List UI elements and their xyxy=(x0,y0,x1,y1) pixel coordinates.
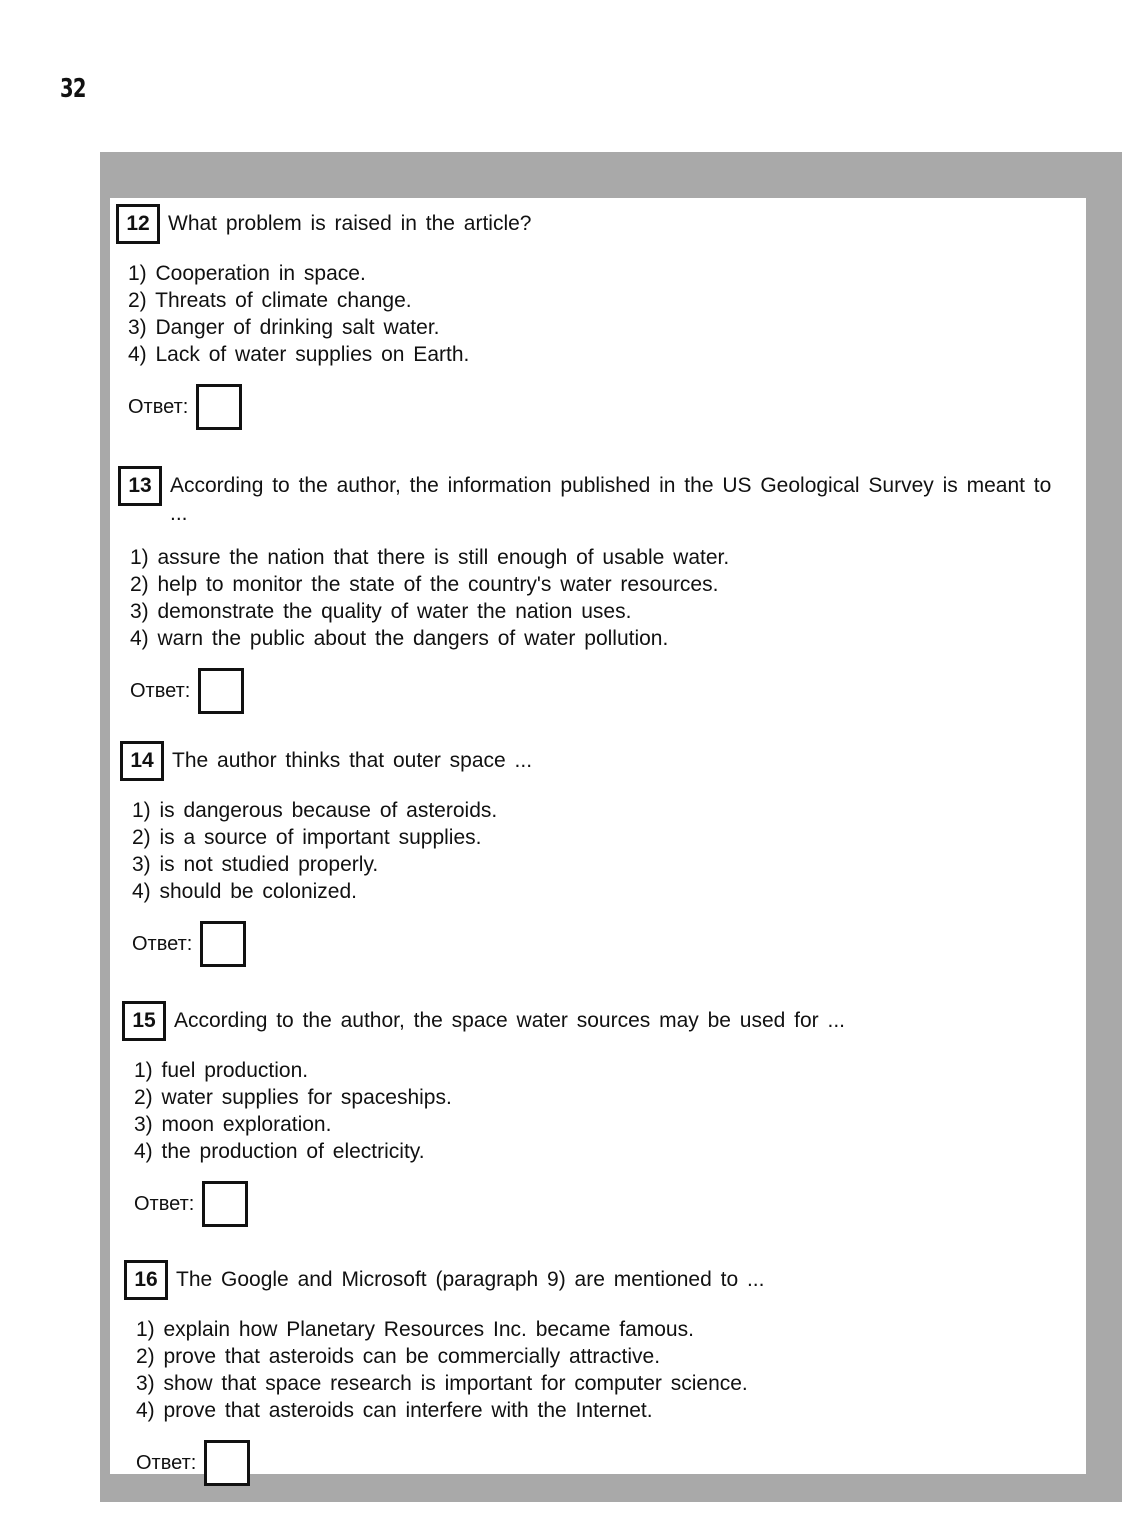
answer-box[interactable] xyxy=(202,1181,248,1227)
question-header xyxy=(116,204,1066,244)
option: 4) warn the public about the dangers of water pollution. xyxy=(130,627,669,650)
option: 1) Cooperation in space. xyxy=(128,262,366,285)
answer-box[interactable] xyxy=(196,384,242,430)
answer-box[interactable] xyxy=(204,1440,250,1486)
answer-row xyxy=(136,1440,1074,1486)
question-12 xyxy=(116,204,1066,430)
question-16 xyxy=(124,1260,1074,1486)
option: 1) is dangerous because of asteroids. xyxy=(132,799,498,822)
question-text: According to the author, the space water sources may be used for ... xyxy=(174,1009,846,1032)
options-list xyxy=(128,260,1066,368)
answer-row xyxy=(134,1181,1072,1227)
question-number: 12 xyxy=(116,204,160,244)
question-header xyxy=(120,741,1070,781)
options-list xyxy=(130,544,1068,652)
question-header xyxy=(124,1260,1074,1300)
option: 1) explain how Planetary Resources Inc. became famous. xyxy=(136,1318,694,1341)
options-list xyxy=(134,1057,1072,1165)
option: 3) is not studied properly. xyxy=(132,853,379,876)
option: 1) fuel production. xyxy=(134,1059,309,1082)
question-text: According to the author, the information published in the US Geological Survey is meant to ... xyxy=(170,474,1052,525)
question-number: 14 xyxy=(120,741,164,781)
question-13 xyxy=(118,466,1068,714)
option: 3) demonstrate the quality of water the nation uses. xyxy=(130,600,632,623)
question-text: The author thinks that outer space ... xyxy=(172,749,533,772)
question-text: What problem is raised in the article? xyxy=(168,212,532,235)
options-list xyxy=(136,1316,1074,1424)
answer-label: Ответ: xyxy=(136,1451,197,1474)
question-header xyxy=(122,1001,1072,1041)
question-number: 16 xyxy=(124,1260,168,1300)
option: 4) prove that asteroids can interfere with the Internet. xyxy=(136,1399,653,1422)
option: 1) assure the nation that there is still enough of usable water. xyxy=(130,546,730,569)
option: 4) Lack of water supplies on Earth. xyxy=(128,343,470,366)
option: 2) prove that asteroids can be commercially attractive. xyxy=(136,1345,661,1368)
page-number: 32 xyxy=(60,74,86,104)
question-15 xyxy=(122,1001,1072,1227)
answer-box[interactable] xyxy=(198,668,244,714)
options-list xyxy=(132,797,1070,905)
option: 3) moon exploration. xyxy=(134,1113,332,1136)
question-number: 15 xyxy=(122,1001,166,1041)
answer-label: Ответ: xyxy=(130,679,191,702)
answer-row xyxy=(130,668,1068,714)
option: 3) show that space research is important for computer science. xyxy=(136,1372,748,1395)
answer-row xyxy=(128,384,1066,430)
option: 2) Threats of climate change. xyxy=(128,289,412,312)
question-panel xyxy=(110,198,1086,1474)
answer-label: Ответ: xyxy=(134,1192,195,1215)
answer-row xyxy=(132,921,1070,967)
option: 2) help to monitor the state of the country's water resources. xyxy=(130,573,719,596)
option: 2) water supplies for spaceships. xyxy=(134,1086,452,1109)
answer-box[interactable] xyxy=(200,921,246,967)
option: 3) Danger of drinking salt water. xyxy=(128,316,440,339)
question-frame xyxy=(100,152,1122,1502)
option: 2) is a source of important supplies. xyxy=(132,826,482,849)
question-number: 13 xyxy=(118,466,162,506)
question-text: The Google and Microsoft (paragraph 9) are mentioned to ... xyxy=(176,1268,765,1291)
question-header xyxy=(118,466,1068,528)
option: 4) should be colonized. xyxy=(132,880,357,903)
option: 4) the production of electricity. xyxy=(134,1140,425,1163)
answer-label: Ответ: xyxy=(132,932,193,955)
answer-label: Ответ: xyxy=(128,395,189,418)
question-14 xyxy=(120,741,1070,967)
